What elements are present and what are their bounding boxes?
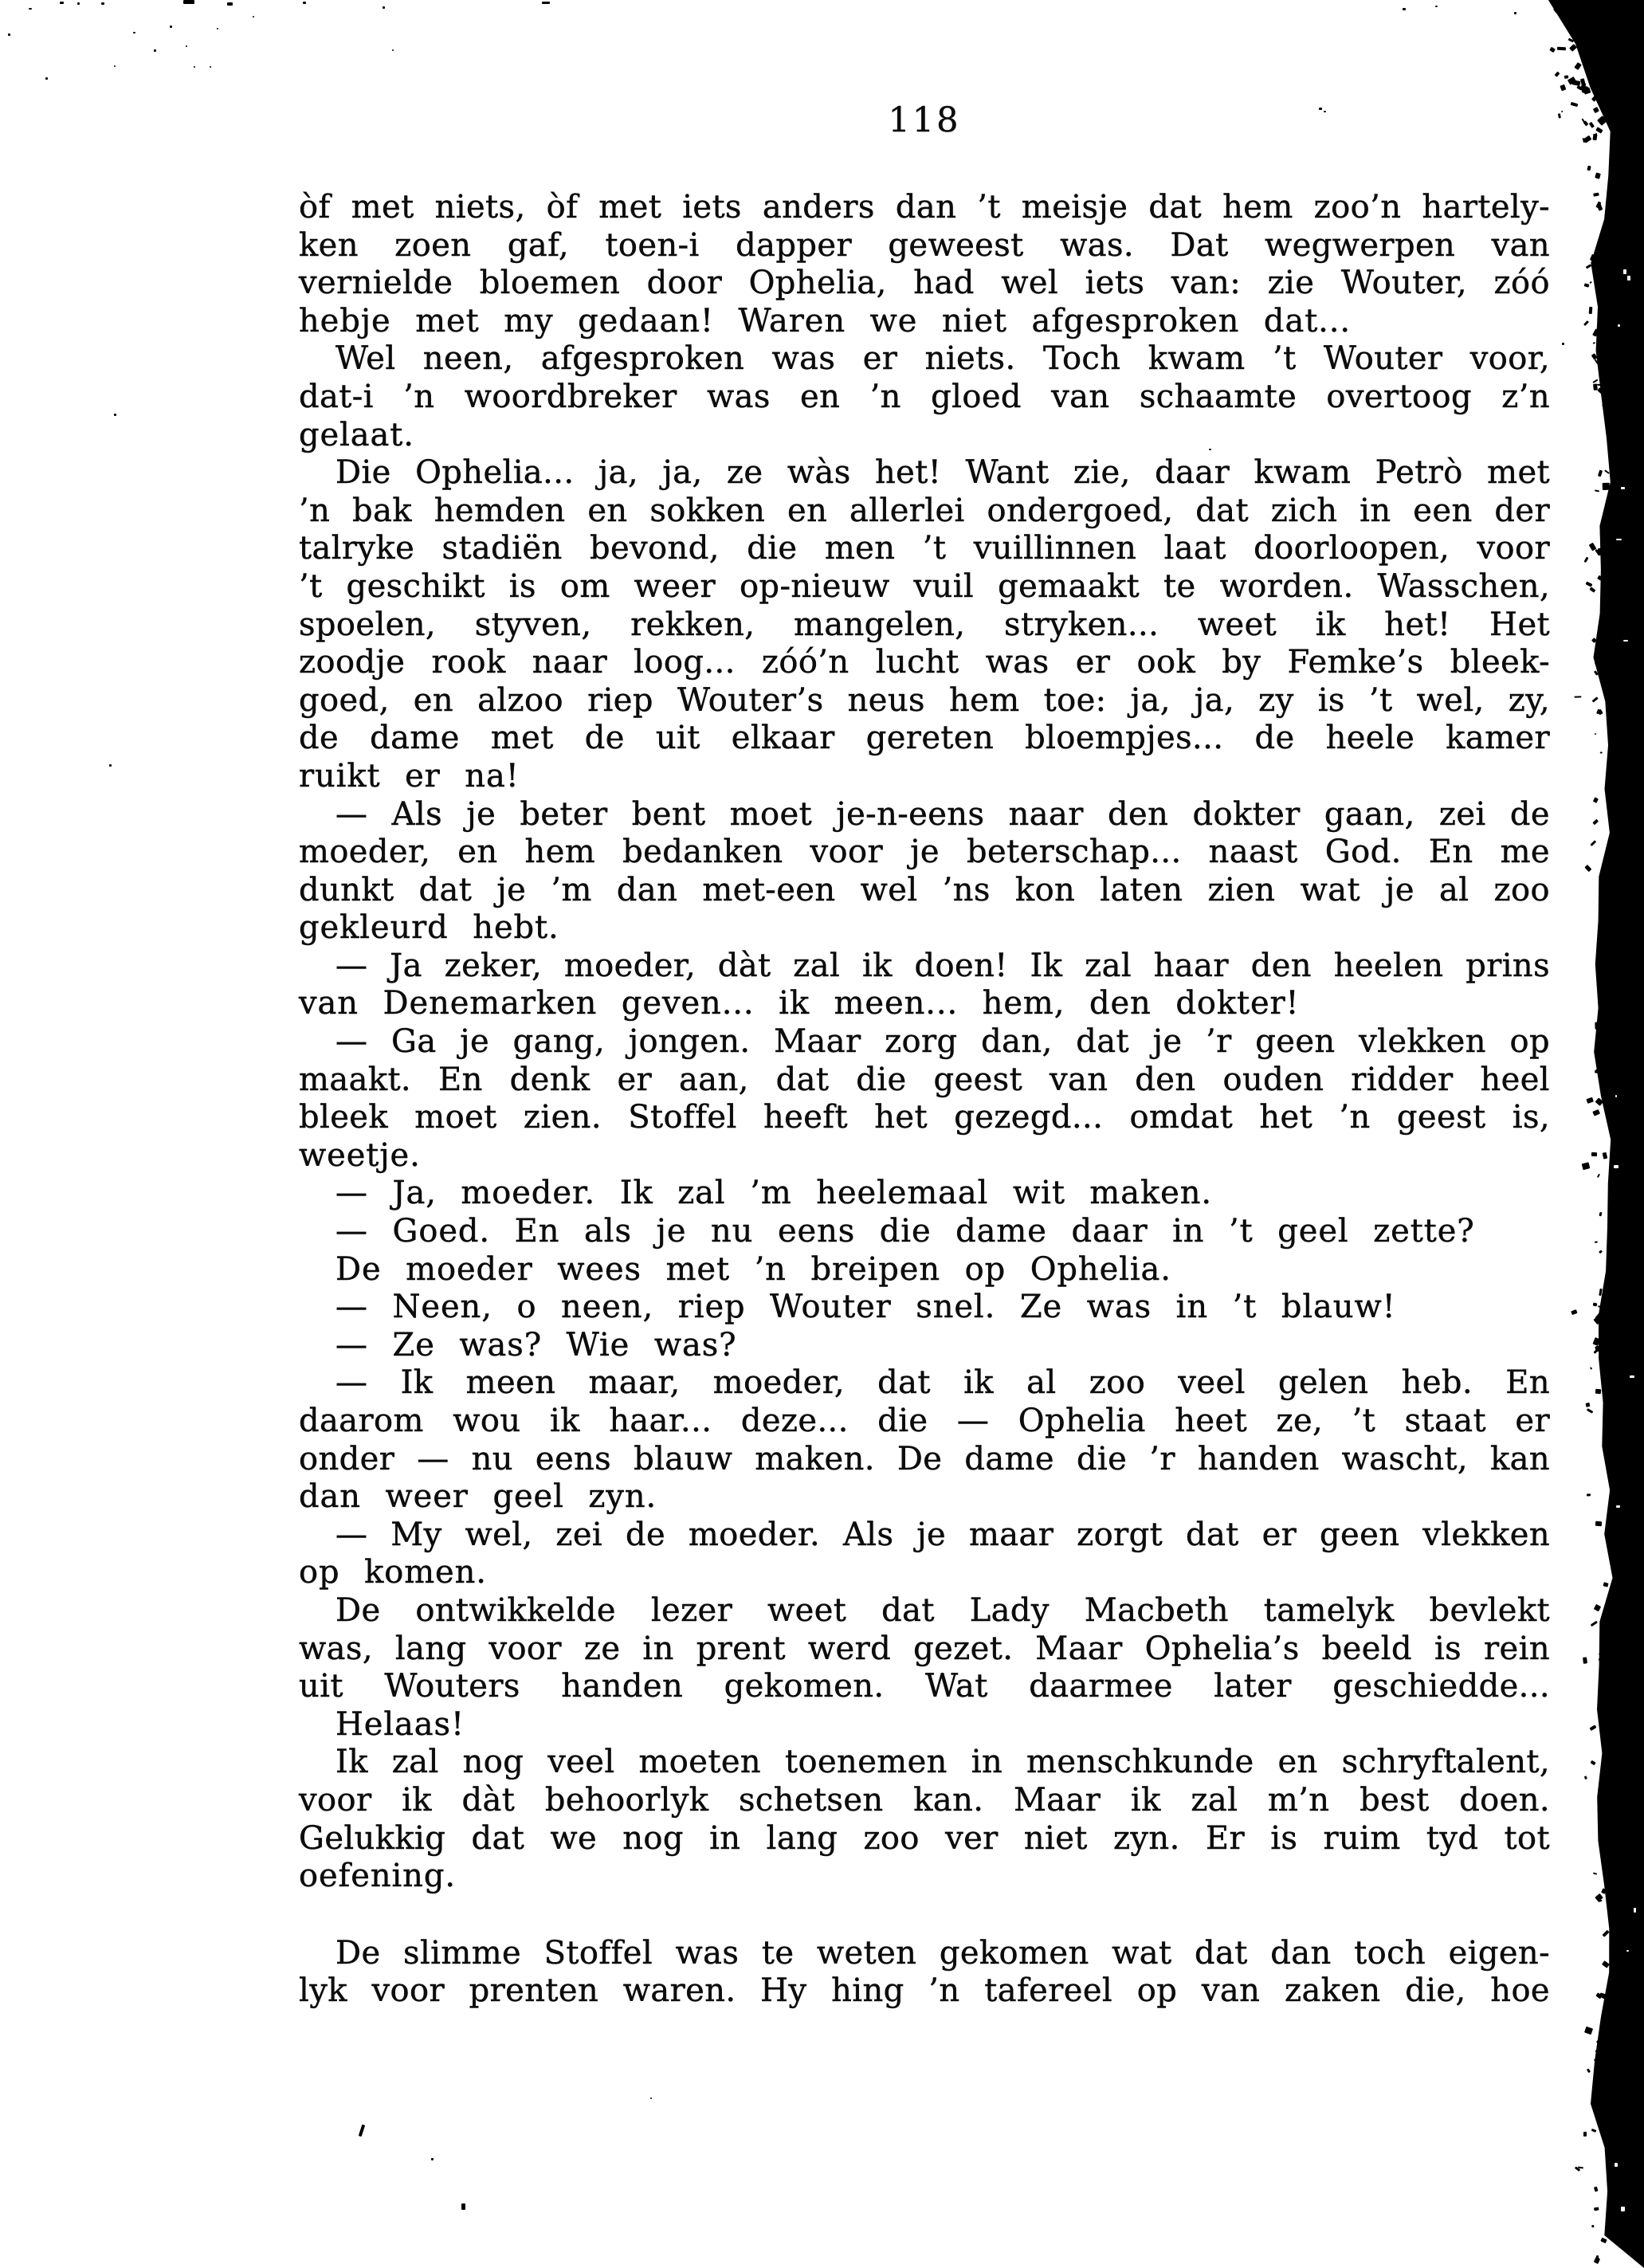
scan-speck (1571, 80, 1580, 86)
text-line: gekleurd hebt. (299, 909, 559, 947)
scan-speck (1562, 343, 1564, 345)
page-number: 118 (888, 100, 961, 140)
scan-speck (217, 28, 218, 29)
text-line: talryke stadiën bevond, die men ’t vuillinnen laat doorloopen, voor (299, 530, 1550, 567)
scan-speck (1623, 269, 1626, 274)
scan-speck (461, 2203, 465, 2210)
scan-speck (1599, 751, 1602, 754)
scan-speck (1595, 658, 1596, 665)
text-line: spoelen, styven, rekken, mangelen, stryken... weet ik het! Het (299, 606, 1550, 643)
scan-speck (1583, 320, 1589, 326)
scan-speck (1595, 1022, 1600, 1028)
text-line: de dame met de uit elkaar gereten bloempjes... de heele kamer (299, 720, 1550, 757)
scan-speck (1598, 469, 1603, 477)
scan-speck (1561, 111, 1564, 113)
scan-speck (109, 764, 112, 767)
scan-speck (29, 8, 32, 10)
text-line: moeder, en hem bedanken voor je beterschap... naast God. En me (299, 834, 1550, 871)
scan-speck (1589, 122, 1595, 128)
scan-speck (1595, 172, 1600, 179)
scan-speck (186, 45, 187, 47)
scan-speck (1582, 1162, 1591, 1170)
scan-speck (542, 2, 550, 4)
text-line: — Als je beter bent moet je-n-eens naar den dokter gaan, zei de (335, 795, 1550, 833)
scan-speck (1634, 1908, 1635, 1913)
scan-speck (1616, 539, 1622, 540)
text-line: vernielde bloemen door Ophelia, had wel iets van: zie Wouter, zóó (299, 265, 1550, 302)
text-line: De moeder wees met ’n breipen op Ophelia. (335, 1250, 1171, 1288)
text-line: Die Ophelia... ja, ja, ze wàs het! Want zie, daar kwam Petrò met (335, 454, 1550, 492)
scan-speck (133, 32, 135, 33)
scan-speck (1593, 107, 1599, 113)
scan-speck (1584, 283, 1590, 288)
scan-speck (1595, 1070, 1602, 1073)
scan-speck (1595, 1521, 1603, 1527)
scan-speck (1564, 76, 1568, 79)
scan-speck (1514, 12, 1516, 14)
scan-speck (1584, 2026, 1593, 2035)
text-line: zoodje rook naar loog... zóó’n lucht was er ook by Femke’s bleek- (299, 644, 1550, 681)
scan-speck (1585, 1403, 1590, 1407)
scan-speck (1595, 26, 1602, 29)
text-line: goed, en alzoo riep Wouter’s neus hem toe: ja, ja, zy is ’t wel, zy, (299, 681, 1550, 719)
scan-speck (383, 6, 385, 9)
scan-speck (170, 26, 172, 28)
scan-speck (253, 16, 254, 18)
scan-speck (1599, 1212, 1602, 1216)
text-line: ken zoen gaf, toen-i dapper geweest was. Dat wegwerpen van (299, 226, 1550, 264)
scan-speck (1614, 1165, 1618, 1168)
scan-speck (359, 2125, 365, 2137)
scan-speck (1630, 1375, 1634, 1378)
scan-speck (1593, 2207, 1599, 2211)
scan-speck (1435, 6, 1438, 7)
scan-speck (1591, 840, 1596, 846)
text-line: bleek moet zien. Stoffel heeft het gezegd... omdat het ’n geest is, (299, 1099, 1550, 1136)
scan-speck (1600, 2237, 1607, 2243)
scan-speck (1587, 1493, 1591, 1496)
scan-speck (303, 2, 306, 4)
scan-speck (1590, 1725, 1597, 1730)
scan-speck (1591, 1152, 1597, 1156)
scan-speck (1595, 489, 1600, 492)
scan-speck (1593, 1872, 1597, 1874)
scan-speck (183, 0, 194, 4)
scan-speck (1589, 281, 1592, 284)
scan-speck (1594, 192, 1599, 197)
text-line: — Ik meen maar, moeder, dat ik al zoo veel gelen heb. En (335, 1364, 1550, 1402)
text-line: op komen. (299, 1554, 487, 1591)
scan-speck (1571, 1309, 1577, 1315)
scan-speck (1592, 133, 1597, 140)
scan-speck (1603, 1582, 1609, 1587)
scan-speck (1550, 46, 1556, 53)
scan-speck (1575, 696, 1582, 698)
text-line: oefening. (299, 1858, 456, 1895)
scan-speck (194, 66, 195, 68)
scan-speck (1602, 1929, 1609, 1936)
scan-speck (8, 33, 10, 36)
text-line: dunkt dat je ’m dan met-een wel ’ns kon laten zien wat je al zoo (299, 871, 1550, 908)
scan-speck (1575, 62, 1583, 70)
scan-speck (1592, 696, 1599, 703)
text-line: De slimme Stoffel was te weten gekomen wat dat dan toch eigen- (335, 1934, 1550, 1972)
scan-speck (1603, 483, 1610, 490)
scan-speck (1586, 1097, 1594, 1105)
text-line: lyk voor prenten waren. Hy hing ’n tafereel op van zaken die, hoe (299, 1972, 1550, 2010)
scan-speck (1554, 72, 1560, 77)
scan-speck (1583, 120, 1589, 126)
scan-speck (1594, 2186, 1598, 2191)
scan-speck (1209, 449, 1211, 450)
scan-speck (1583, 2132, 1587, 2137)
scan-speck (1597, 1174, 1600, 1178)
scan-speck (1615, 2163, 1618, 2168)
scan-speck (1595, 1241, 1598, 1243)
text-line: De ontwikkelde lezer weet dat Lady Macbeth tamelyk bevlekt (335, 1591, 1550, 1629)
scan-speck (1602, 1960, 1610, 1968)
scan-speck (1403, 8, 1406, 10)
text-line: — Goed. En als je nu eens die dame daar in ’t geel zette? (335, 1213, 1475, 1250)
scan-speck (1589, 587, 1595, 592)
scan-speck (1564, 14, 1568, 18)
scan-speck (1595, 733, 1597, 735)
scan-speck (392, 49, 394, 51)
scan-speck (1585, 581, 1592, 587)
scan-speck (1592, 342, 1595, 344)
scan-speck (1584, 557, 1589, 563)
text-line: dat-i ’n woordbreker was en ’n gloed van schaamte overtoog z’n (299, 378, 1550, 415)
scan-speck (1560, 84, 1566, 91)
scan-speck (1590, 1760, 1596, 1766)
scan-speck (1558, 113, 1561, 118)
scan-speck (1621, 487, 1625, 489)
scan-speck (154, 49, 156, 52)
text-line: uit Wouters handen gekomen. Wat daarmee later geschiedde... (299, 1668, 1550, 1705)
scan-speck (1594, 1604, 1601, 1611)
text-line: onder — nu eens blauw maken. De dame die ’r handen wascht, kan (299, 1440, 1550, 1477)
scan-speck (1595, 1388, 1601, 1394)
text-line: Ik zal nog veel moeten toenemen in menschkunde en schryftalent, (335, 1744, 1550, 1781)
scan-speck (1587, 1409, 1594, 1415)
scan-speck (227, 2, 233, 6)
scan-speck (650, 2097, 652, 2099)
scan-speck (1599, 1250, 1603, 1254)
scan-speck (1588, 307, 1592, 314)
text-line: — Ja, moeder. Ik zal ’m heelemaal wit maken. (335, 1175, 1212, 1212)
scan-speck (77, 2, 80, 5)
scan-speck (1618, 324, 1620, 327)
text-line: weetje. (299, 1136, 421, 1174)
scan-speck (1582, 1657, 1587, 1663)
scan-speck (1594, 2257, 1600, 2263)
scan-speck (1591, 2129, 1597, 2133)
scan-speck (1596, 202, 1603, 210)
scan-speck (1591, 2224, 1594, 2227)
scan-speck (210, 66, 211, 68)
scan-speck (114, 414, 116, 416)
scan-speck (1587, 166, 1591, 171)
scan-speck (1590, 1367, 1592, 1370)
scan-speck (1603, 1152, 1607, 1160)
text-line: òf met niets, òf met iets anders dan ’t meisje dat hem zoo’n hartely- (299, 189, 1550, 226)
scan-speck (1585, 265, 1591, 269)
scan-speck (1584, 864, 1591, 871)
text-line: voor ik dàt behoorlyk schetsen kan. Maar ik zal m’n best doen. (299, 1781, 1550, 1819)
text-line: — Ze was? Wie was? (335, 1326, 737, 1364)
text-line: ’t geschikt is om weer op-nieuw vuil gemaakt te worden. Wasschen, (299, 567, 1550, 605)
scan-speck (1598, 1900, 1602, 1902)
scan-speck (1616, 1505, 1620, 1509)
scan-speck (1570, 102, 1578, 107)
text-line: ruikt er na! (299, 757, 520, 795)
text-line: — Ja zeker, moeder, dàt zal ik doen! Ik zal haar den heelen prins (335, 947, 1550, 984)
scan-speck (60, 2, 64, 4)
text-line: hebje met my gedaan! Waren we niet afgesproken dat... (299, 302, 1352, 339)
text-line: Wel neen, afgesproken was er niets. Toch kwam ’t Wouter voor, (335, 340, 1550, 378)
text-line: dan weer geel zyn. (299, 1478, 657, 1516)
text-line: maakt. En denk er aan, dat die geest van den ouden ridder heel (299, 1061, 1550, 1098)
scan-speck (1584, 1776, 1587, 1779)
scan-edge-band (1540, 0, 1644, 2268)
scan-speck (1557, 46, 1566, 49)
text-block (299, 189, 1550, 2011)
text-line: Gelukkig dat we nog in lang zoo ver niet zyn. Er is ruim tyd tot (299, 1819, 1550, 1857)
text-line: gelaat. (299, 416, 414, 453)
scan-speck (1591, 1621, 1598, 1626)
scan-speck (1592, 1109, 1600, 1116)
scan-speck (1623, 640, 1629, 642)
text-line: was, lang voor ze in prent werd gezet. Maar Ophelia’s beeld is rein (299, 1630, 1550, 1667)
scan-speck (1592, 818, 1599, 825)
text-line: ’n bak hemden en sokken en allerlei ondergoed, dat zich in een der (299, 492, 1550, 529)
scan-speck (431, 2158, 434, 2160)
text-line: — My wel, zei de moeder. Als je maar zorgt dat er geen vlekken (335, 1516, 1550, 1553)
scan-speck (1593, 797, 1599, 802)
scan-speck (1319, 108, 1322, 110)
text-line: — Ga je gang, jongen. Maar zorg dan, dat je ’r geen vlekken op (335, 1023, 1550, 1061)
scan-speck (1621, 2207, 1625, 2211)
scan-speck (1604, 469, 1610, 474)
text-line: — Neen, o neen, riep Wouter snel. Ze was in ’t blauw! (335, 1289, 1396, 1326)
scan-speck (1583, 135, 1591, 143)
scan-speck (114, 65, 116, 67)
scan-speck (1587, 2068, 1591, 2073)
scan-speck (45, 77, 48, 80)
text-line: Helaas! (335, 1705, 465, 1743)
scan-speck (1583, 88, 1591, 95)
text-line: van Denemarken geven... ik meen... hem, den dokter! (299, 985, 1300, 1022)
scan-speck (1324, 111, 1326, 112)
scan-speck (101, 2, 104, 5)
scan-speck (1627, 276, 1630, 281)
scan-speck (1593, 1303, 1598, 1307)
text-line: daarom wou ik haar... deze... die — Ophelia heet ze, ’t staat er (299, 1403, 1550, 1439)
scan-speck (1599, 1288, 1603, 1295)
